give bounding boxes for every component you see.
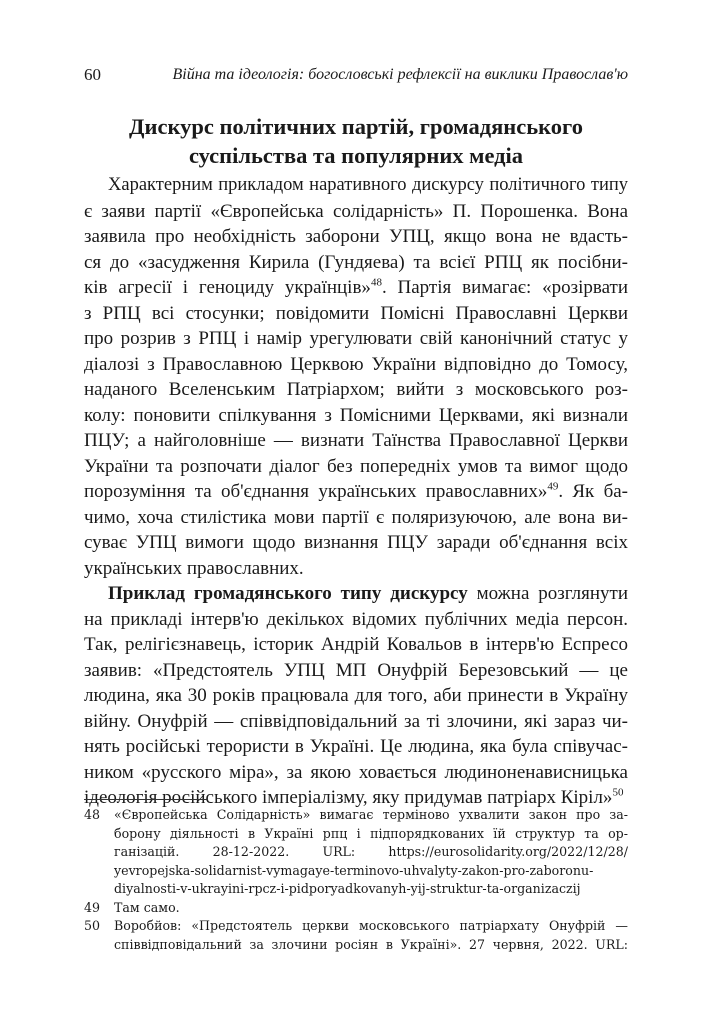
text-line: ся до «засудження Кирила (Гундяева) та всієї РПЦ як посібни- — [84, 251, 628, 273]
bold-lead: Приклад громадянського типу дискурсу — [108, 583, 468, 604]
text-line: чимо, хоча стилістика мови партії є поляризуючою, але вона ви- — [84, 506, 628, 528]
text-line: українських православних. — [84, 557, 304, 579]
footnote-line: Воробйов: «Предстоятель церкви московського патріархату Онуфрій — — [114, 918, 628, 933]
footnote-line: «Європейська Солідарність» вимагає терміново ухвалити закон про за- — [114, 807, 628, 822]
text-line: ПЦУ; а найголовніше — визнати Таїнства Православної Церкви — [84, 430, 628, 451]
text-span: ків агресії і геноциду українців» — [84, 277, 371, 298]
text-line — [84, 275, 628, 301]
text-span: ідеологія російського імперіалізму, яку придумав патріарх Кіріл» — [84, 787, 613, 808]
text-line: ником «русского міра», за якою ховається людиноненависницька — [84, 761, 628, 783]
running-title: Війна та ідеологія: богословські рефлексії на виклики Православ'ю — [172, 66, 628, 83]
text-line: колу: поновити спілкування з Помісними Церквами, які визнали — [84, 404, 628, 426]
text-line: Так, релігієзнавець, історик Андрій Ковальов в інтерв'ю Еспресо — [84, 634, 628, 655]
text-line: України та розпочати діалог без попередніх умов та вимог щодо — [84, 455, 628, 477]
text-line: війну. Онуфрій — співвідповідальний за ті злочини, які зараз чи- — [84, 710, 628, 732]
running-header — [84, 64, 628, 86]
text-line — [84, 581, 628, 607]
section-title-line: суспільства та популярних медіа — [188, 143, 524, 168]
footnotes — [84, 806, 628, 954]
footnote-50 — [84, 917, 628, 954]
page-number: 60 — [84, 65, 101, 84]
section-title-line: Дискурс політичних партій, громадянського — [129, 114, 583, 139]
footnote-divider — [84, 799, 208, 800]
footnote-line[interactable]: yevropejska-solidarnist-vymagaye-terminovo-uhvalyty-zakon-pro-zaboronu- — [114, 862, 594, 878]
text-span: можна розглянути — [467, 583, 628, 604]
text-line: наданого Вселенським Патріархом; вийти з московського роз- — [84, 379, 628, 400]
text-line: заявив: «Предстоятель УПЦ МП Онуфрій Березовський — це — [84, 659, 628, 681]
footnote-number: 48 — [84, 807, 101, 822]
text-line — [84, 479, 628, 505]
footnote-line: співвідповідальний за злочини росіян в Україні». 27 червня, 2022. URL: — [114, 936, 628, 952]
text-line: людина, яка 30 років працювала для того, аби принести в Україну — [84, 685, 628, 706]
text-line: заявила про необхідність заборони УПЦ, якщо вона не вдасть- — [84, 226, 628, 247]
footnote-number: 50 — [84, 918, 101, 933]
text-line: з РПЦ всі стосунки; повідомити Помісні Православні Церкви — [84, 302, 628, 324]
text-line: на прикладі інтерв'ю декількох відомих публічних медіа персон. — [84, 608, 628, 630]
text-line: є заяви партії «Європейська солідарність» П. Порошенка. Вона — [84, 200, 628, 222]
body-text — [84, 173, 628, 811]
footnote-ref-49[interactable]: 49 — [547, 480, 559, 493]
footnote-ref-48[interactable]: 48 — [370, 276, 382, 289]
footnote-line: борону діяльності в Україні рпц і підпорядкованих їй структур та ор- — [114, 825, 628, 841]
text-span: порозуміння та об'єднання українських православних» — [84, 481, 548, 502]
text-line: Характерним прикладом наративного дискурсу політичного типу — [108, 175, 628, 195]
footnote-number: 49 — [84, 899, 101, 915]
text-span: . Як ба- — [558, 481, 628, 502]
text-line: суває УПЦ вимоги щодо визнання ПЦУ заради об'єднання всіх — [84, 532, 628, 553]
text-line: про розрив з РПЦ і намір урегулювати свій канонічний статус у — [84, 328, 628, 349]
footnote-line[interactable]: ганізацій. 28-12-2022. URL: https://eurosolidarity.org/2022/12/28/ — [114, 844, 628, 859]
footnote-ref-50[interactable]: 50 — [612, 786, 624, 799]
text-span: . Партія вимагає: «розірвати — [381, 277, 628, 298]
footnote-48 — [84, 806, 628, 899]
text-line: діалозі з Православною Церквою України відповідно до Томосу, — [84, 353, 628, 375]
footnote-line: Там само. — [114, 899, 180, 915]
footnote-49 — [84, 899, 628, 918]
section-title — [84, 112, 628, 170]
footnote-line[interactable]: diyalnosti-v-ukrayini-rpcz-i-pidporyadkovanyh-yij-struktur-ta-organizaczij — [114, 881, 581, 896]
text-line: нять російські терористи в Україні. Це людина, яка була співучас- — [84, 736, 628, 757]
